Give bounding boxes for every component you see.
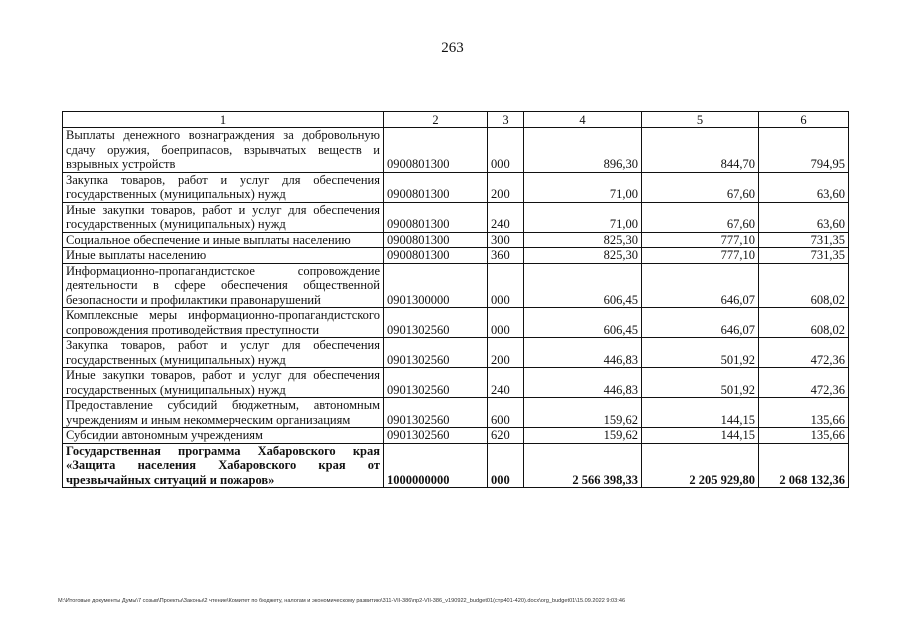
table-row (63, 398, 849, 428)
row-value-year3: 472,36 (759, 368, 849, 398)
table-row (63, 308, 849, 338)
row-value-year1: 159,62 (524, 428, 642, 444)
row-value-year1: 606,45 (524, 263, 642, 308)
row-code-cell: 0900801300 (384, 128, 488, 173)
row-code-cell: 0900801300 (384, 248, 488, 264)
table-row (63, 368, 849, 398)
row-value-year2: 2 205 929,80 (642, 443, 759, 488)
row-value-year1: 159,62 (524, 398, 642, 428)
row-value-year2: 67,60 (642, 172, 759, 202)
row-value-year1: 2 566 398,33 (524, 443, 642, 488)
row-value-year3: 731,35 (759, 232, 849, 248)
row-value-year3: 2 068 132,36 (759, 443, 849, 488)
row-name-cell: Социальное обеспечение и иные выплаты населению (63, 232, 384, 248)
row-expense-type-cell: 360 (488, 248, 524, 264)
column-header: 1 (63, 112, 384, 128)
row-code-cell: 0901302560 (384, 398, 488, 428)
column-header: 2 (384, 112, 488, 128)
row-value-year2: 501,92 (642, 368, 759, 398)
row-value-year1: 446,83 (524, 368, 642, 398)
row-value-year3: 135,66 (759, 398, 849, 428)
column-header: 4 (524, 112, 642, 128)
row-value-year3: 472,36 (759, 338, 849, 368)
column-header: 5 (642, 112, 759, 128)
row-code-cell: 1000000000 (384, 443, 488, 488)
row-value-year3: 608,02 (759, 263, 849, 308)
document-path-footer: M:\Итоговые документы Думы\7 созыв\Проекты\Законы\2 чтение\Комитет по бюджету, налогам и экономическому развитию\311-VII-386\пр2-VII-386_v190922_budget01(стр401-420).docx\org_budget01\15.09.2022 9:03:46 (58, 598, 626, 604)
row-code-cell: 0900801300 (384, 232, 488, 248)
table-header-row (63, 112, 849, 128)
row-code-cell: 0900801300 (384, 202, 488, 232)
row-value-year2: 144,15 (642, 428, 759, 444)
row-value-year1: 71,00 (524, 172, 642, 202)
row-value-year3: 731,35 (759, 248, 849, 264)
row-expense-type-cell: 200 (488, 172, 524, 202)
row-value-year2: 501,92 (642, 338, 759, 368)
table-row (63, 232, 849, 248)
row-name-cell: Информационно-пропагандистское сопровождение деятельности в сфере обеспечения общественной безопасности и профилактики правонарушений (63, 263, 384, 308)
row-name-cell: Комплексные меры информационно-пропагандистского сопровождения противодействия преступности (63, 308, 384, 338)
table-row (63, 128, 849, 173)
row-code-cell: 0901302560 (384, 368, 488, 398)
row-expense-type-cell: 240 (488, 368, 524, 398)
row-expense-type-cell: 000 (488, 443, 524, 488)
row-name-cell: Иные закупки товаров, работ и услуг для обеспечения государственных (муниципальных) нужд (63, 368, 384, 398)
row-name-cell: Иные выплаты населению (63, 248, 384, 264)
row-code-cell: 0901302560 (384, 308, 488, 338)
row-expense-type-cell: 000 (488, 308, 524, 338)
row-expense-type-cell: 000 (488, 128, 524, 173)
row-value-year2: 777,10 (642, 248, 759, 264)
row-value-year2: 646,07 (642, 308, 759, 338)
page-number: 263 (441, 40, 464, 56)
row-value-year1: 825,30 (524, 248, 642, 264)
table-row (63, 338, 849, 368)
row-value-year1: 825,30 (524, 232, 642, 248)
table-row (63, 263, 849, 308)
row-name-cell: Выплаты денежного вознаграждения за добровольную сдачу оружия, боеприпасов, взрывчатых веществ и взрывных устройств (63, 128, 384, 173)
row-value-year3: 135,66 (759, 428, 849, 444)
row-value-year2: 144,15 (642, 398, 759, 428)
row-expense-type-cell: 600 (488, 398, 524, 428)
column-header: 3 (488, 112, 524, 128)
row-value-year1: 71,00 (524, 202, 642, 232)
row-name-cell: Закупка товаров, работ и услуг для обеспечения государственных (муниципальных) нужд (63, 338, 384, 368)
table-row (63, 428, 849, 444)
row-name-cell: Иные закупки товаров, работ и услуг для обеспечения государственных (муниципальных) нужд (63, 202, 384, 232)
row-name-cell: Субсидии автономным учреждениям (63, 428, 384, 444)
row-value-year1: 606,45 (524, 308, 642, 338)
table-body (63, 128, 849, 488)
row-value-year1: 896,30 (524, 128, 642, 173)
row-code-cell: 0900801300 (384, 172, 488, 202)
row-code-cell: 0901302560 (384, 428, 488, 444)
table-row (63, 248, 849, 264)
table-row (63, 443, 849, 488)
row-expense-type-cell: 000 (488, 263, 524, 308)
row-expense-type-cell: 240 (488, 202, 524, 232)
row-expense-type-cell: 300 (488, 232, 524, 248)
row-value-year3: 63,60 (759, 172, 849, 202)
row-code-cell: 0901300000 (384, 263, 488, 308)
row-value-year2: 777,10 (642, 232, 759, 248)
row-value-year3: 608,02 (759, 308, 849, 338)
row-name-cell: Закупка товаров, работ и услуг для обеспечения государственных (муниципальных) нужд (63, 172, 384, 202)
row-code-cell: 0901302560 (384, 338, 488, 368)
table-row (63, 202, 849, 232)
row-value-year1: 446,83 (524, 338, 642, 368)
row-value-year3: 794,95 (759, 128, 849, 173)
table-row (63, 172, 849, 202)
column-header: 6 (759, 112, 849, 128)
row-value-year2: 844,70 (642, 128, 759, 173)
row-expense-type-cell: 200 (488, 338, 524, 368)
row-name-cell: Предоставление субсидий бюджетным, автономным учреждениям и иным некоммерческим организациям (63, 398, 384, 428)
row-value-year2: 67,60 (642, 202, 759, 232)
row-expense-type-cell: 620 (488, 428, 524, 444)
budget-table (62, 111, 849, 488)
row-value-year3: 63,60 (759, 202, 849, 232)
row-name-cell: Государственная программа Хабаровского края «Защита населения Хабаровского края от чрезвычайных ситуаций и пожаров» (63, 443, 384, 488)
row-value-year2: 646,07 (642, 263, 759, 308)
